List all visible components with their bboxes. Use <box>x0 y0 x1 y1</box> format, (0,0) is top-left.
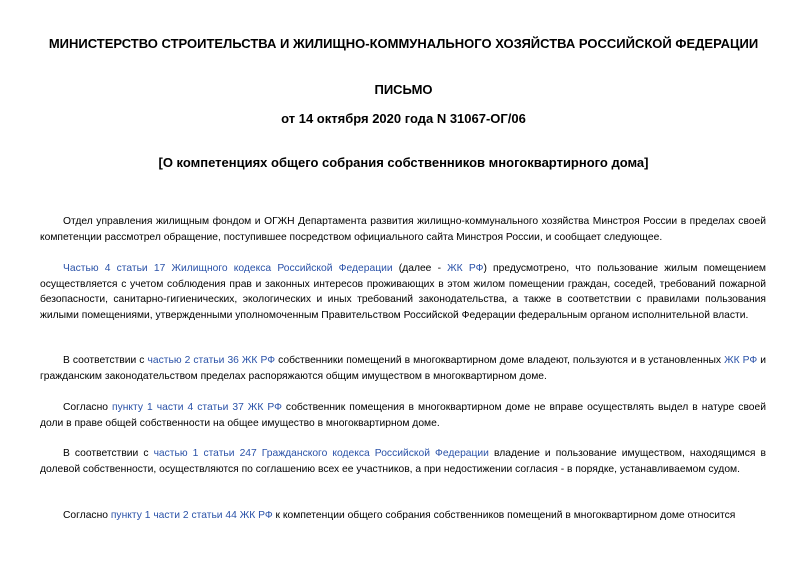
paragraph-3-text-2: собственники помещений в многоквартирном доме владеют, пользуются и в установленных <box>275 355 725 366</box>
paragraph-5-text-2: владение и пользование имуществом, находящимся в долевой собственности, осуществляются по соглашению всех ее участников, а при недостижении согласия - в порядке, устанавливаемом судом. <box>40 448 766 475</box>
paragraph-2 <box>40 261 766 323</box>
paragraph-3-text-3: и гражданским законодательством пределах распоряжаются общим имуществом в многоквартирном доме. <box>40 355 767 382</box>
link-zhk-art36[interactable]: частью 2 статьи 36 ЖК РФ <box>147 355 276 366</box>
ministry-heading: МИНИСТЕРСТВО СТРОИТЕЛЬСТВА И ЖИЛИЩНО-КОММУНАЛЬНОГО ХОЗЯЙСТВА РОССИЙСКОЙ ФЕДЕРАЦИИ <box>48 36 759 51</box>
paragraph-5 <box>40 446 766 477</box>
paragraph-4 <box>40 400 766 431</box>
paragraph-6-text-2: к компетенции общего собрания собственников помещений в многоквартирном доме относится <box>272 510 736 521</box>
document-title: [О компетенциях общего собрания собственников многоквартирного дома] <box>158 155 649 170</box>
paragraph-1-text: Отдел управления жилищным фондом и ОГЖН Департамента развития жилищно-коммунального хозяйства Минстроя России в пределах своей компетенции рассмотрел обращение, поступившее посредством официального сайта Минстроя России, и сообщает следующее. <box>40 216 766 243</box>
document-date-number: от 14 октября 2020 года N 31067-ОГ/06 <box>281 111 526 126</box>
link-zhk-art17[interactable]: Частью 4 статьи 17 Жилищного кодекса Российской Федерации <box>63 263 393 274</box>
paragraph-3 <box>40 353 766 384</box>
paragraph-5-text-1: В соответствии с <box>63 448 154 459</box>
paragraph-4-text-2: собственник помещения в многоквартирном доме не вправе осуществлять выдел в натуре своей доли в праве общей собственности на общее имущество в многоквартирном доме. <box>40 402 767 429</box>
paragraph-2-text-2: ) предусмотрено, что пользование жилым помещением осуществляется с учетом соблюдения прав и законных интересов проживающих в этом жилом помещении граждан, соседей, требований пожарной безопасности, санитарно-гигиенических, экологических и иных требований законодательства, а также в соответствии с правилами пользования жилыми помещениями, утвержденными уполномоченным Правительством Российской Федерации федеральным органом исполнительной власти. <box>40 263 767 321</box>
paragraph-1 <box>40 214 766 245</box>
link-zhk-art44[interactable]: пункту 1 части 2 статьи 44 ЖК РФ <box>110 510 273 521</box>
paragraph-6 <box>40 508 766 524</box>
link-zhk-rf-2[interactable]: ЖК РФ <box>724 355 758 366</box>
document-type: ПИСЬМО <box>374 82 433 97</box>
paragraph-2-text-1: (далее - <box>392 263 448 274</box>
paragraph-4-text-1: Согласно <box>63 402 113 413</box>
link-zhk-art37[interactable]: пункту 1 части 4 статьи 37 ЖК РФ <box>112 402 282 413</box>
link-gk-art247[interactable]: частью 1 статьи 247 Гражданского кодекса Российской Федерации <box>153 448 489 459</box>
paragraph-6-text-1: Согласно <box>63 510 111 521</box>
link-zhk-rf[interactable]: ЖК РФ <box>447 263 484 274</box>
paragraph-3-text-1: В соответствии с <box>63 355 148 366</box>
